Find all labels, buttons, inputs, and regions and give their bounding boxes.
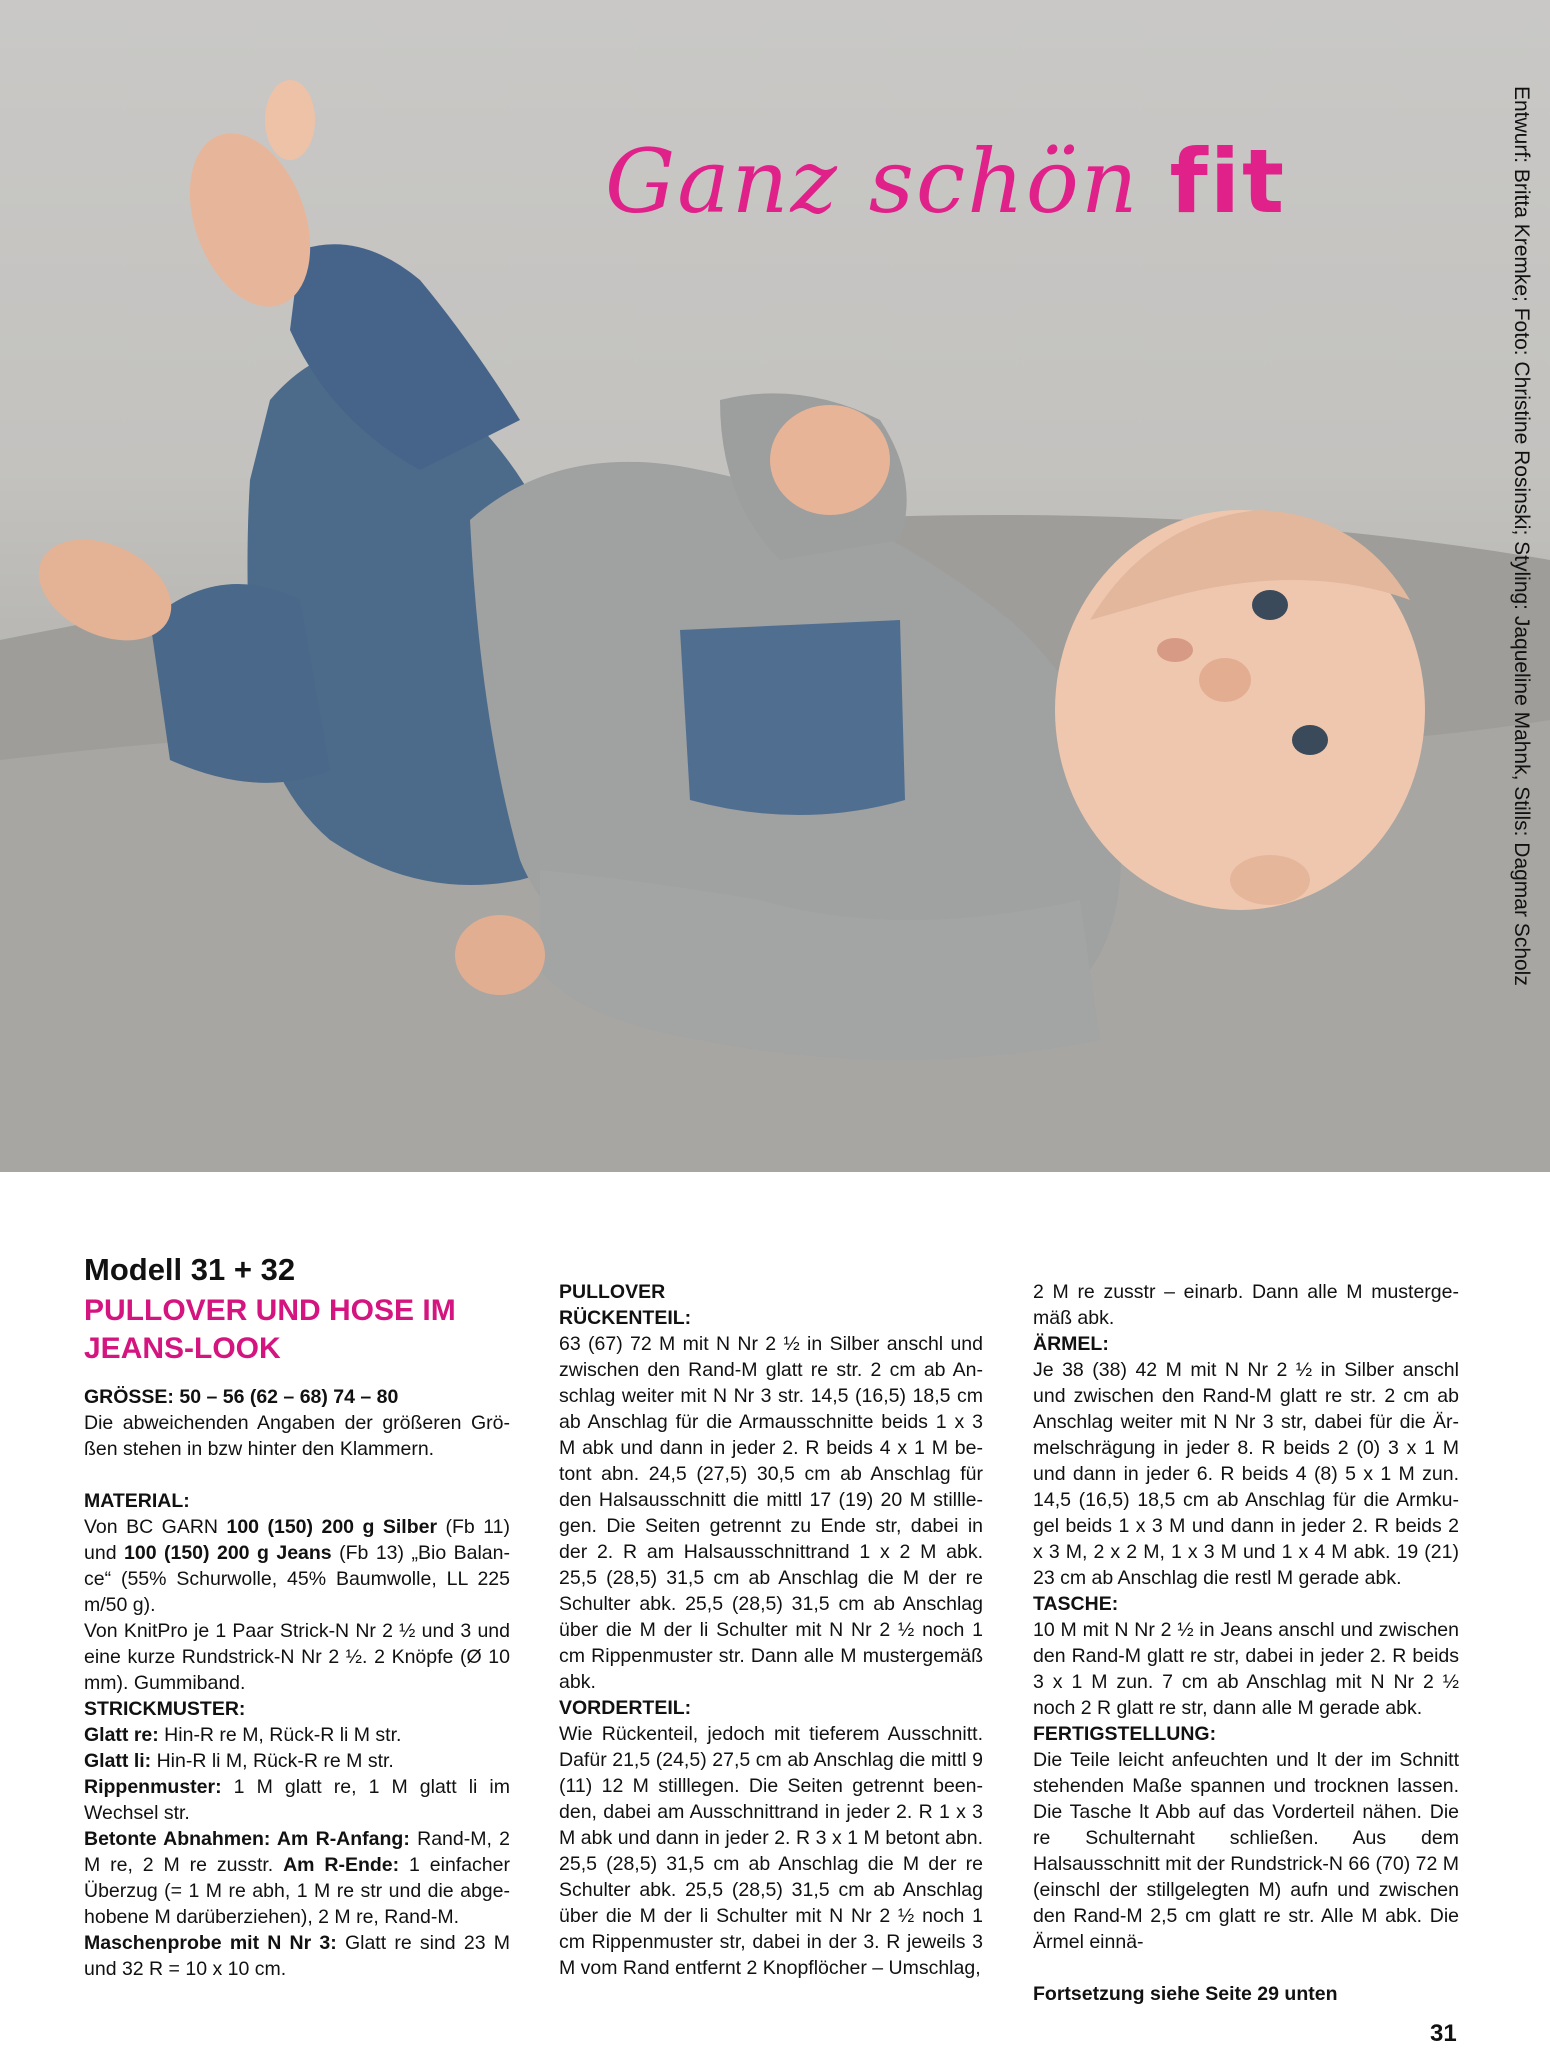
continuation-text: 2 M re zusstr – einarb. Dann alle M mustergemäß abk. [1033, 1281, 1459, 1329]
headline: Ganz schön fit [605, 130, 1287, 233]
fertig-text: Die Teile leicht anfeuchten und lt der im Schnitt stehenden Maße spannen und trocknen lassen. Die Tasche lt Abb auf das Vorderteil nähen. Die re Schulternaht schließen. Aus dem Halsausschnitt mit der Rundstrick-N 66 (70) 72 M (einschl der stillgelegten M) aufn und zwischen den Rand-M 2,5 cm glatt re str. Alle M abk. Die Ärmel einnä- [1033, 1749, 1459, 1953]
page-number: 31 [1430, 2020, 1457, 2047]
glatt-re-text: Glatt re: Hin-R re M, Rück-R li M str. [84, 1724, 402, 1746]
rippen-text: Rippenmuster: 1 M glatt re, 1 M glatt li im Wechsel str. [84, 1776, 510, 1824]
tasche-text: 10 M mit N Nr 2 ½ in Jeans anschl und zwischen den Rand-M glatt re str, dabei in jeder 2. R beids 3 x 1 M zun. 7 cm ab Anschlag mit N Nr 2 ½ noch 2 R glatt re str, dann alle M gerade abk. [1033, 1619, 1459, 1719]
pullover-heading: PULLOVER [559, 1281, 666, 1303]
vorder-heading: VORDERTEIL: [559, 1697, 692, 1719]
ruecken-text: 63 (67) 72 M mit N Nr 2 ½ in Silber anschl und zwischen den Rand-M glatt re str. 2 cm ab Anschlag weiter mit N Nr 3 str. 14,5 (16,5) 18,5 cm ab Anschlag für die Armausschnitte beids 1 x 3 M abk und dann in jeder 2. R beids 4 x 1 M betont abn. 24,5 (27,5) 30,5 cm ab Anschlag für den Halsausschnitt die mittl 17 (19) 20 M stilllegen. Die Seiten getrennt zu Ende str, dabei in der 2. R am Halsausschnittrand 1 x 2 M abk. 25,5 (28,5) 31,5 cm ab Anschlag die M der re Schulter abk. 25,5 (28,5) 31,5 cm ab Anschlag über die M der li Schulter mit N Nr 2 ½ noch 1 cm Rippenmuster str. Dann alle M mustergemäß abk. [559, 1333, 983, 1693]
betonte-text: Betonte Abnahmen: Am R-Anfang: Rand-M, 2 M re, 2 M re zusstr. Am R-Ende: 1 einfacher Überzug (= 1 M re abh, 1 M re str und die abgehobene M darüberziehen), 2 M re, Rand-M. [84, 1828, 510, 1928]
page-title: PULLOVER UND HOSE IM JEANS-LOOK [84, 1294, 456, 1365]
size-text: Die abweichenden Angaben der größeren Größen stehen in bzw hinter den Klammern. [84, 1412, 510, 1460]
size-heading: GRÖSSE: 50 – 56 (62 – 68) 74 – 80 [84, 1386, 399, 1408]
aermel-heading: ÄRMEL: [1033, 1333, 1109, 1355]
column-2 [559, 1279, 983, 1981]
ruecken-heading: RÜCKENTEIL: [559, 1307, 692, 1329]
column-3 [1033, 1279, 1459, 2007]
maschenprobe-text: Maschenprobe mit N Nr 3: Glatt re sind 23 M und 32 R = 10 x 10 cm. [84, 1932, 510, 1980]
photo-credit: Entwurf: Britta Kremke; Foto: Christine Rosinski; Styling: Jaqueline Mahnk, Stills: Dagmar Scholz [1510, 86, 1533, 986]
material-text: Von BC GARN 100 (150) 200 g Silber (Fb 11) und 100 (150) 200 g Jeans (Fb 13) „Bio Balance“ (55% Schurwolle, 45% Baumwolle, LL 225 m/50 g). [84, 1516, 510, 1616]
material-tools-text: Von KnitPro je 1 Paar Strick-N Nr 2 ½ und 3 und eine kurze Rundstrick-N Nr 2 ½. 2 Knöpfe (Ø 10 mm). Gummiband. [84, 1620, 510, 1694]
aermel-text: Je 38 (38) 42 M mit N Nr 2 ½ in Silber anschl und zwischen den Rand-M glatt re str. 2 cm ab Anschlag weiter mit N Nr 3 str, dabei für die Ärmelschrägung in jeder 8. R beids 2 (0) 3 x 1 M und dann in jeder 6. R beids 4 (8) 5 x 1 M zun. 14,5 (16,5) 18,5 cm ab Anschlag für die Armkugel beids 1 x 3 M und dann in jeder 2. R beids 2 x 3 M, 2 x 2 M, 1 x 3 M und 1 x 4 M abk. 19 (21) 23 cm ab Anschlag die restl M gerade abk. [1033, 1359, 1459, 1589]
continuation-note: Fortsetzung siehe Seite 29 unten [1033, 1983, 1338, 2005]
tasche-heading: TASCHE: [1033, 1593, 1119, 1615]
model-number: Modell 31 + 32 [84, 1252, 296, 1287]
fertig-heading: FERTIGSTELLUNG: [1033, 1723, 1217, 1745]
column-1 [84, 1252, 510, 1982]
vorder-text: Wie Rückenteil, jedoch mit tieferem Ausschnitt. Dafür 21,5 (24,5) 27,5 cm ab Anschlag die mittl 9 (11) 12 M stilllegen. Die Seiten getrennt beenden, dabei am Ausschnittrand in jeder 2. R 1 x 3 M abk und dann in jeder 2. R 3 x 1 M betont abn. 25,5 (28,5) 31,5 cm ab Anschlag die M der re Schulter abk. 25,5 (28,5) 31,5 cm ab Anschlag über die M der li Schulter mit N Nr 2 ½ noch 1 cm Rippenmuster str, dabei in der 3. R jeweils 3 M vom Rand entfernt 2 Knopflöcher – Umschlag, [559, 1723, 983, 1979]
glatt-li-text: Glatt li: Hin-R li M, Rück-R re M str. [84, 1750, 394, 1772]
pattern-heading: STRICKMUSTER: [84, 1698, 246, 1720]
material-heading: MATERIAL: [84, 1490, 190, 1512]
